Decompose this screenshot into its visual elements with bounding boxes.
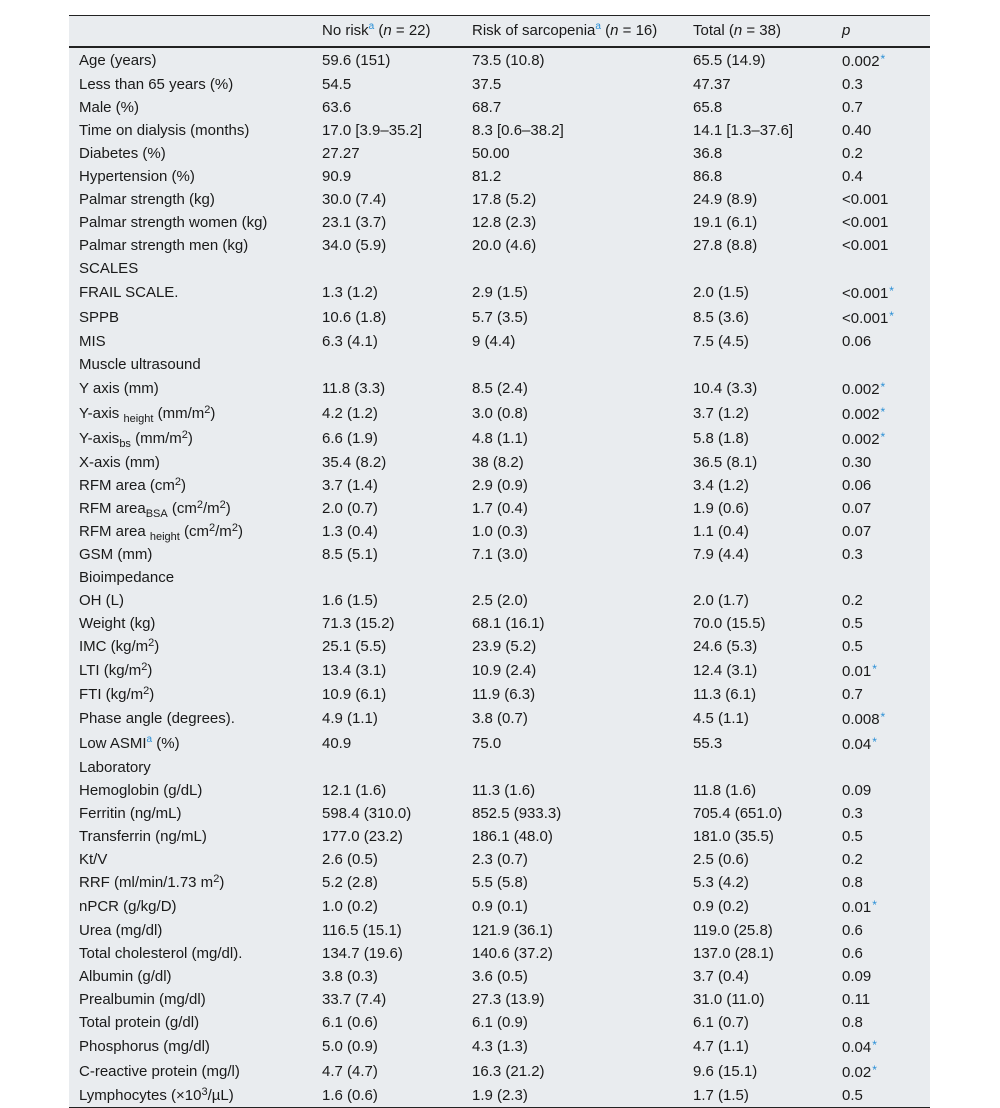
variable-name: MIS — [79, 332, 106, 350]
table-row — [69, 96, 930, 119]
total-value: 27.8 (8.8) — [693, 236, 758, 254]
significance-mark: * — [872, 1037, 877, 1052]
table-row — [69, 942, 930, 965]
variable-name: Phosphorus (mg/dl) — [79, 1037, 210, 1055]
risk-value: 27.3 (13.9) — [472, 990, 545, 1008]
no-risk-value: 6.1 (0.6) — [322, 1013, 378, 1031]
data-table-container — [69, 15, 930, 1108]
p-value: 0.002* — [842, 379, 886, 398]
total-value: 3.7 (0.4) — [693, 967, 749, 985]
p-value: 0.09 — [842, 781, 872, 799]
table-row — [69, 330, 930, 353]
significance-mark: * — [889, 283, 894, 298]
risk-value: 37.5 — [472, 75, 502, 93]
p-value: 0.6 — [842, 944, 863, 962]
variable-name: Transferrin (ng/mL) — [79, 827, 207, 845]
table-row — [69, 802, 930, 825]
total-value: 55.3 — [693, 734, 723, 752]
variable-name: Diabetes (%) — [79, 144, 166, 162]
table-row — [69, 825, 930, 848]
variable-name: C-reactive protein (mg/l) — [79, 1062, 240, 1080]
no-risk-value: 1.0 (0.2) — [322, 897, 378, 915]
variable-name: GSM (mm) — [79, 545, 153, 563]
no-risk-value: 54.5 — [322, 75, 352, 93]
p-value: 0.2 — [842, 591, 863, 609]
total-value: 36.5 (8.1) — [693, 453, 758, 471]
variable-name: FTI $(kg/m^2)$ — [79, 684, 155, 703]
p-value: 0.6 — [842, 921, 863, 939]
risk-value: 10.9 (2.4) — [472, 661, 537, 679]
risk-value: 20.0 (4.6) — [472, 236, 537, 254]
table-row — [69, 683, 930, 706]
no-risk-value: 116.5 (15.1) — [322, 921, 402, 939]
no-risk-value: 134.7 (19.6) — [322, 944, 403, 962]
significance-mark: * — [880, 429, 886, 444]
total-value: 2.5 (0.6) — [693, 850, 749, 868]
total-value: 3.7 (1.2) — [693, 404, 749, 422]
no-risk-value: 40.9 — [322, 734, 352, 752]
risk-value: 8.5 (2.4) — [472, 379, 528, 397]
significance-mark: * — [872, 897, 877, 912]
risk-value: 6.1 (0.9) — [472, 1013, 528, 1031]
table-row — [69, 731, 930, 756]
variable-name: Hemoglobin (g/dL) — [79, 781, 203, 799]
risk-value: 852.5 (933.3) — [472, 804, 562, 822]
total-value: 10.4 (3.3) — [693, 379, 758, 397]
no-risk-value: 598.4 (310.0) — [322, 804, 412, 822]
no-risk-value: 59.6 (151) — [322, 51, 391, 69]
section-header-row — [69, 353, 930, 376]
risk-value — [462, 257, 683, 280]
risk-value — [462, 756, 683, 779]
p-value: 0.002* — [842, 51, 886, 70]
total-value: 65.8 — [693, 98, 723, 116]
no-risk-value: 90.9 — [322, 167, 352, 185]
total-value: 11.8 (1.6) — [693, 781, 757, 799]
p-value: 0.04* — [842, 734, 877, 753]
table-row — [69, 894, 930, 919]
risk-value: 121.9 (36.1) — [472, 921, 553, 939]
significance-mark: * — [889, 308, 894, 323]
table-row — [69, 73, 930, 96]
risk-value: 3.0 (0.8) — [472, 404, 528, 422]
table-row — [69, 988, 930, 1011]
significance-mark: * — [880, 51, 886, 66]
risk-value: 7.1 (3.0) — [472, 545, 528, 563]
total-value: 0.9 (0.2) — [693, 897, 749, 915]
risk-value: 68.7 — [472, 98, 502, 116]
p-value — [832, 353, 930, 376]
total-value: 86.8 — [693, 167, 723, 185]
risk-value: 12.8 (2.3) — [472, 213, 537, 231]
p-value: <0.001 — [842, 190, 889, 208]
variable-name: SPPB — [79, 308, 120, 326]
table-row — [69, 142, 930, 165]
risk-value: 75.0 — [472, 734, 502, 752]
table-row — [69, 543, 930, 566]
variable-name: Prealbumin (mg/dl) — [79, 990, 206, 1008]
data-table — [69, 15, 930, 1108]
p-value: 0.008* — [842, 709, 886, 728]
no-risk-value: 27.27 — [322, 144, 360, 162]
section-header-row — [69, 566, 930, 589]
section-header-row — [69, 756, 930, 779]
p-value: <0.001 — [842, 213, 889, 231]
risk-value: 73.5 (10.8) — [472, 51, 545, 69]
total-value: 4.5 (1.1) — [693, 709, 749, 727]
risk-value: 4.3 (1.3) — [472, 1037, 528, 1055]
table-row — [69, 188, 930, 211]
variable-name: Urea (mg/dl) — [79, 921, 163, 939]
total-value: 8.5 (3.6) — [693, 308, 749, 326]
p-value — [832, 756, 930, 779]
table-row — [69, 401, 930, 426]
variable-name: RFM area $(cm^2)$ — [79, 475, 186, 494]
table-row — [69, 1059, 930, 1084]
footnote-mark: a — [595, 21, 601, 33]
significance-mark: * — [880, 709, 886, 724]
table-row — [69, 848, 930, 871]
risk-value: 1.9 (2.3) — [472, 1086, 528, 1104]
risk-value — [462, 566, 683, 589]
risk-value: 68.1 (16.1) — [472, 614, 545, 632]
header-p-value: p — [842, 22, 851, 40]
total-value: 2.0 (1.7) — [693, 591, 749, 609]
total-value: 1.7 (1.5) — [693, 1086, 749, 1104]
total-value: 137.0 (28.1) — [693, 944, 774, 962]
risk-value: 0.9 (0.1) — [472, 897, 528, 915]
p-value: 0.04* — [842, 1037, 877, 1056]
significance-mark: * — [872, 1062, 877, 1077]
header-variable — [69, 16, 312, 47]
variable-name: Time on dialysis (months) — [79, 121, 250, 139]
no-risk-value: 10.9 (6.1) — [322, 685, 387, 703]
no-risk-value: 71.3 (15.2) — [322, 614, 395, 632]
table-row — [69, 612, 930, 635]
risk-value: 3.8 (0.7) — [472, 709, 528, 727]
risk-value — [462, 353, 683, 376]
variable-name: FRAIL SCALE. — [79, 283, 179, 301]
total-value: 24.6 (5.3) — [693, 637, 758, 655]
p-value: 0.30 — [842, 453, 872, 471]
section-label: SCALES — [79, 259, 139, 277]
variable-name: Weight (kg) — [79, 614, 156, 632]
table-row — [69, 635, 930, 658]
no-risk-value: 63.6 — [322, 98, 352, 116]
risk-value: 17.8 (5.2) — [472, 190, 537, 208]
footnote-mark: a — [146, 733, 153, 745]
table-row — [69, 589, 930, 612]
risk-value: 50.00 — [472, 144, 510, 162]
no-risk-value — [312, 353, 462, 376]
table-row — [69, 451, 930, 474]
table-row — [69, 871, 930, 894]
variable-name: Total protein (g/dl) — [79, 1013, 200, 1031]
p-value: 0.06 — [842, 332, 872, 350]
p-value: 0.002* — [842, 429, 886, 448]
risk-value: 186.1 (48.0) — [472, 827, 553, 845]
variable-name: Male (%) — [79, 98, 140, 116]
no-risk-value: 33.7 (7.4) — [322, 990, 387, 1008]
p-value: <0.001* — [842, 308, 894, 327]
header-row — [69, 16, 930, 47]
total-value: 2.0 (1.5) — [693, 283, 749, 301]
table-row — [69, 474, 930, 497]
footnote-mark: a — [368, 21, 375, 33]
p-value: 0.11 — [842, 990, 871, 1008]
variable-name: OH (L) — [79, 591, 124, 609]
variable-name: Lymphocytes $(\times 10^3/\mu L)$ — [79, 1085, 234, 1104]
p-value: 0.09 — [842, 967, 872, 985]
table-row — [69, 497, 930, 520]
no-risk-value: 6.6 (1.9) — [322, 429, 378, 447]
table-row — [69, 234, 930, 257]
variable-name: Phase angle (degrees). — [79, 709, 235, 727]
table-row — [69, 520, 930, 543]
table-row — [69, 376, 930, 401]
table-row — [69, 919, 930, 942]
no-risk-value: 12.1 (1.6) — [322, 781, 387, 799]
header-risk-of-sarcopenia: Risk of sarcopenia$^a$ (n = 16) — [472, 21, 658, 40]
total-value: 7.5 (4.5) — [693, 332, 749, 350]
total-value: 181.0 (35.5) — [693, 827, 774, 845]
significance-mark: * — [880, 404, 886, 419]
variable-name: Total cholesterol (mg/dl). — [79, 944, 243, 962]
risk-value: 2.3 (0.7) — [472, 850, 528, 868]
total-value: 11.3 (6.1) — [693, 685, 757, 703]
header-total: Total (n = 38) — [693, 22, 781, 40]
no-risk-value — [312, 756, 462, 779]
no-risk-value: 3.7 (1.4) — [322, 476, 378, 494]
no-risk-value: 5.0 (0.9) — [322, 1037, 378, 1055]
total-value: 65.5 (14.9) — [693, 51, 766, 69]
risk-value: 5.7 (3.5) — [472, 308, 528, 326]
no-risk-value: 4.7 (4.7) — [322, 1062, 378, 1080]
no-risk-value: 11.8 (3.3) — [322, 379, 386, 397]
p-value: 0.07 — [842, 522, 872, 540]
table-row — [69, 119, 930, 142]
risk-value: 1.7 (0.4) — [472, 499, 528, 517]
p-value: 0.5 — [842, 827, 863, 845]
risk-value: 81.2 — [472, 167, 502, 185]
risk-value: 1.0 (0.3) — [472, 522, 528, 540]
section-label: Bioimpedance — [79, 568, 175, 586]
no-risk-value — [312, 566, 462, 589]
p-value: 0.4 — [842, 167, 863, 185]
no-risk-value: 1.6 (1.5) — [322, 591, 378, 609]
table-row — [69, 165, 930, 188]
no-risk-value: 1.6 (0.6) — [322, 1086, 378, 1104]
variable-name: Low ASMI$^a$ (%) — [79, 733, 180, 752]
total-value: 31.0 (11.0) — [693, 990, 765, 1008]
no-risk-value: 25.1 (5.5) — [322, 637, 387, 655]
risk-value: 3.6 (0.5) — [472, 967, 528, 985]
no-risk-value: 4.2 (1.2) — [322, 404, 378, 422]
p-value: 0.5 — [842, 614, 863, 632]
section-label: Muscle ultrasound — [79, 355, 201, 373]
no-risk-value: 1.3 (0.4) — [322, 522, 378, 540]
p-value: 0.002* — [842, 404, 886, 423]
table-row — [69, 1084, 930, 1108]
no-risk-value: 4.9 (1.1) — [322, 709, 378, 727]
no-risk-value — [312, 257, 462, 280]
variable-name: RFM area$_{BSA}$ $(cm^2/m^2)$ — [79, 498, 231, 520]
p-value: 0.40 — [842, 121, 872, 139]
no-risk-value: 3.8 (0.3) — [322, 967, 378, 985]
total-value — [683, 257, 832, 280]
p-value: 0.07 — [842, 499, 872, 517]
table-row — [69, 779, 930, 802]
p-value: 0.2 — [842, 144, 863, 162]
no-risk-value: 10.6 (1.8) — [322, 308, 387, 326]
section-label: Laboratory — [79, 758, 151, 776]
no-risk-value: 6.3 (4.1) — [322, 332, 378, 350]
total-value: 1.1 (0.4) — [693, 522, 749, 540]
total-value: 14.1 [1.3–37.6] — [693, 121, 794, 139]
p-value: <0.001 — [842, 236, 889, 254]
table-row — [69, 706, 930, 731]
total-value: 36.8 — [693, 144, 723, 162]
total-value: 24.9 (8.9) — [693, 190, 758, 208]
variable-name: IMC $(kg/m^2)$ — [79, 636, 160, 655]
total-value: 4.7 (1.1) — [693, 1037, 749, 1055]
significance-mark: * — [872, 661, 877, 676]
total-value: 5.8 (1.8) — [693, 429, 749, 447]
total-value: 12.4 (3.1) — [693, 661, 758, 679]
section-header-row — [69, 257, 930, 280]
total-value — [683, 353, 832, 376]
risk-value: 11.3 (1.6) — [472, 781, 536, 799]
risk-value: 9 (4.4) — [472, 332, 516, 350]
variable-name: Hypertension (%) — [79, 167, 195, 185]
no-risk-value: 5.2 (2.8) — [322, 873, 378, 891]
header-no-risk: No risk$^a$ (n = 22) — [322, 21, 431, 40]
no-risk-value: 35.4 (8.2) — [322, 453, 387, 471]
no-risk-value: 1.3 (1.2) — [322, 283, 378, 301]
risk-value: 5.5 (5.8) — [472, 873, 528, 891]
total-value: 6.1 (0.7) — [693, 1013, 749, 1031]
total-value: 1.9 (0.6) — [693, 499, 749, 517]
risk-value: 38 (8.2) — [472, 453, 524, 471]
total-value: 47.37 — [693, 75, 731, 93]
total-value — [683, 566, 832, 589]
p-value: 0.8 — [842, 1013, 863, 1031]
total-value: 7.9 (4.4) — [693, 545, 749, 563]
variable-name: RFM area $_{height}$ $(cm^2/m^2)$ — [79, 521, 243, 543]
variable-name: Palmar strength women (kg) — [79, 213, 268, 231]
no-risk-value: 2.0 (0.7) — [322, 499, 378, 517]
no-risk-value: 23.1 (3.7) — [322, 213, 387, 231]
risk-value: 16.3 (21.2) — [472, 1062, 545, 1080]
variable-name: Y-axis$_{bs}$ $(mm/m^2)$ — [79, 428, 193, 450]
table-row — [69, 280, 930, 305]
risk-value: 8.3 [0.6–38.2] — [472, 121, 564, 139]
no-risk-value: 17.0 [3.9–35.2] — [322, 121, 423, 139]
table-row — [69, 47, 930, 73]
p-value: 0.01* — [842, 897, 877, 916]
variable-name: LTI $(kg/m^2)$ — [79, 660, 153, 679]
p-value: 0.3 — [842, 804, 863, 822]
variable-name: Age (years) — [79, 51, 157, 69]
risk-value: 2.9 (0.9) — [472, 476, 528, 494]
no-risk-value: 30.0 (7.4) — [322, 190, 387, 208]
p-value: 0.7 — [842, 685, 863, 703]
total-value: 119.0 (25.8) — [693, 921, 773, 939]
variable-name: Y-axis $_{height}$ $(mm/m^2)$ — [79, 403, 216, 425]
no-risk-value: 2.6 (0.5) — [322, 850, 378, 868]
p-value: 0.02* — [842, 1062, 877, 1081]
table-body — [69, 47, 930, 1108]
table-row — [69, 965, 930, 988]
risk-value: 23.9 (5.2) — [472, 637, 537, 655]
table-row — [69, 211, 930, 234]
total-value: 705.4 (651.0) — [693, 804, 783, 822]
total-value: 19.1 (6.1) — [693, 213, 758, 231]
total-value: 3.4 (1.2) — [693, 476, 749, 494]
variable-name: Ferritin (ng/mL) — [79, 804, 182, 822]
risk-value: 2.9 (1.5) — [472, 283, 528, 301]
no-risk-value: 177.0 (23.2) — [322, 827, 403, 845]
variable-name: X-axis (mm) — [79, 453, 160, 471]
total-value: 5.3 (4.2) — [693, 873, 749, 891]
variable-name: Palmar strength men (kg) — [79, 236, 249, 254]
variable-name: Less than 65 years (%) — [79, 75, 234, 93]
significance-mark: * — [872, 734, 877, 749]
total-value: 9.6 (15.1) — [693, 1062, 758, 1080]
p-value — [832, 566, 930, 589]
p-value: 0.5 — [842, 637, 863, 655]
variable-name: nPCR (g/kg/D) — [79, 897, 177, 915]
significance-mark: * — [880, 379, 886, 394]
variable-name: RRF (ml/min/1.73 $m^2$) — [79, 872, 225, 891]
p-value — [832, 257, 930, 280]
table-row — [69, 1011, 930, 1034]
p-value: 0.2 — [842, 850, 863, 868]
no-risk-value: 8.5 (5.1) — [322, 545, 378, 563]
variable-name: Palmar strength (kg) — [79, 190, 215, 208]
table-header — [69, 16, 930, 47]
table-row — [69, 426, 930, 451]
p-value: 0.5 — [842, 1086, 863, 1104]
risk-value: 4.8 (1.1) — [472, 429, 528, 447]
total-value — [683, 756, 832, 779]
p-value: 0.8 — [842, 873, 863, 891]
variable-name: Y axis (mm) — [79, 379, 159, 397]
p-value: 0.3 — [842, 545, 863, 563]
table-row — [69, 305, 930, 330]
no-risk-value: 34.0 (5.9) — [322, 236, 387, 254]
risk-value: 11.9 (6.3) — [472, 685, 536, 703]
p-value: 0.01* — [842, 661, 877, 680]
p-value: <0.001* — [842, 283, 894, 302]
variable-name: Albumin (g/dl) — [79, 967, 172, 985]
total-value: 70.0 (15.5) — [693, 614, 766, 632]
table-row — [69, 1034, 930, 1059]
variable-name: Kt/V — [79, 850, 108, 868]
table-row — [69, 658, 930, 683]
p-value: 0.3 — [842, 75, 863, 93]
p-value: 0.06 — [842, 476, 872, 494]
risk-value: 2.5 (2.0) — [472, 591, 528, 609]
risk-value: 140.6 (37.2) — [472, 944, 553, 962]
no-risk-value: 13.4 (3.1) — [322, 661, 387, 679]
p-value: 0.7 — [842, 98, 863, 116]
